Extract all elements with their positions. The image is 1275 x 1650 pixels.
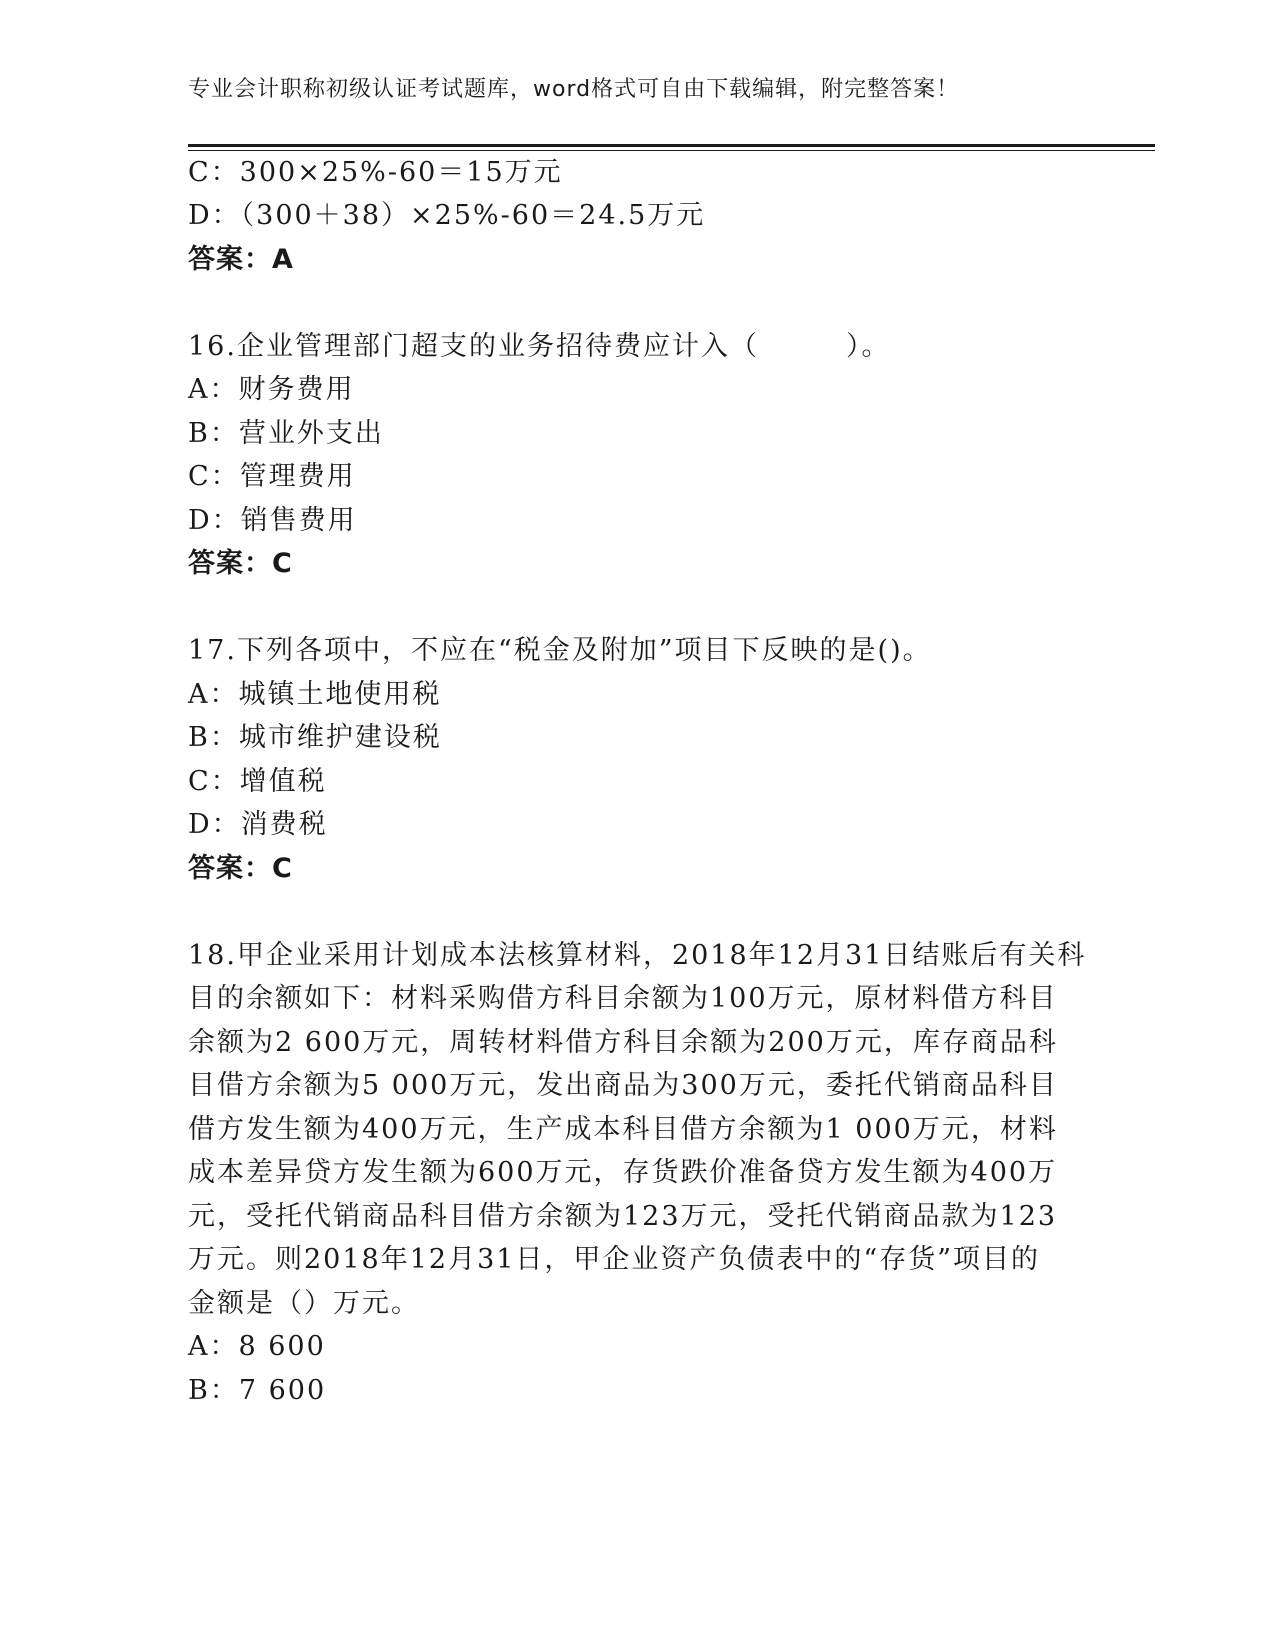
page-header: 专业会计职称初级认证考试题库，word格式可自由下载编辑，附完整答案！ xyxy=(188,77,960,102)
q18-stem-line: 余额为2 600万元，周转材料借方科目余额为200万元，库存商品科 xyxy=(188,1027,1058,1058)
q16-option-b: B：营业外支出 xyxy=(188,418,384,449)
q18-stem-line: 元，受托代销商品科目借方余额为123万元，受托代销商品款为123 xyxy=(188,1201,1058,1232)
q15-answer: 答案：A xyxy=(188,244,294,275)
q16-option-a: A：财务费用 xyxy=(188,374,355,405)
q18-stem-line: 18.甲企业采用计划成本法核算材料，2018年12月31日结账后有关科 xyxy=(188,940,1087,971)
q17-stem: 17.下列各项中，不应在“税金及附加”项目下反映的是()。 xyxy=(188,635,932,666)
q17-answer: 答案：C xyxy=(188,853,293,884)
q17-option-c: C：增值税 xyxy=(188,766,327,797)
q15-option-c: C：300×25%-60＝15万元 xyxy=(188,157,563,188)
q16-stem: 16.企业管理部门超支的业务招待费应计入（ ）。 xyxy=(188,331,891,362)
q18-option-b: B：7 600 xyxy=(188,1375,327,1406)
header-divider-thick xyxy=(188,144,1155,147)
q16-option-d: D：销售费用 xyxy=(188,505,357,536)
header-divider-thin xyxy=(188,150,1155,151)
q18-stem-line: 金额是（）万元。 xyxy=(188,1288,420,1319)
q18-stem-line: 借方发生额为400万元，生产成本科目借方余额为1 000万元，材料 xyxy=(188,1114,1058,1145)
q18-stem-line: 目借方余额为5 000万元，发出商品为300万元，委托代销商品科目 xyxy=(188,1070,1058,1101)
q18-stem-line: 目的余额如下：材料采购借方科目余额为100万元，原材料借方科目 xyxy=(188,983,1058,1014)
q16-option-c: C：管理费用 xyxy=(188,461,356,492)
q17-option-d: D：消费税 xyxy=(188,809,328,840)
q18-stem-line: 万元。则2018年12月31日，甲企业资产负债表中的“存货”项目的 xyxy=(188,1244,1041,1275)
q17-option-b: B：城市维护建设税 xyxy=(188,722,442,753)
q16-answer: 答案：C xyxy=(188,548,293,579)
q18-stem-line: 成本差异贷方发生额为600万元，存货跌价准备贷方发生额为400万 xyxy=(188,1157,1058,1188)
q17-option-a: A：城镇土地使用税 xyxy=(188,679,442,710)
q15-option-d: D：（300＋38）×25%-60＝24.5万元 xyxy=(188,200,706,231)
q18-option-a: A：8 600 xyxy=(188,1331,326,1362)
